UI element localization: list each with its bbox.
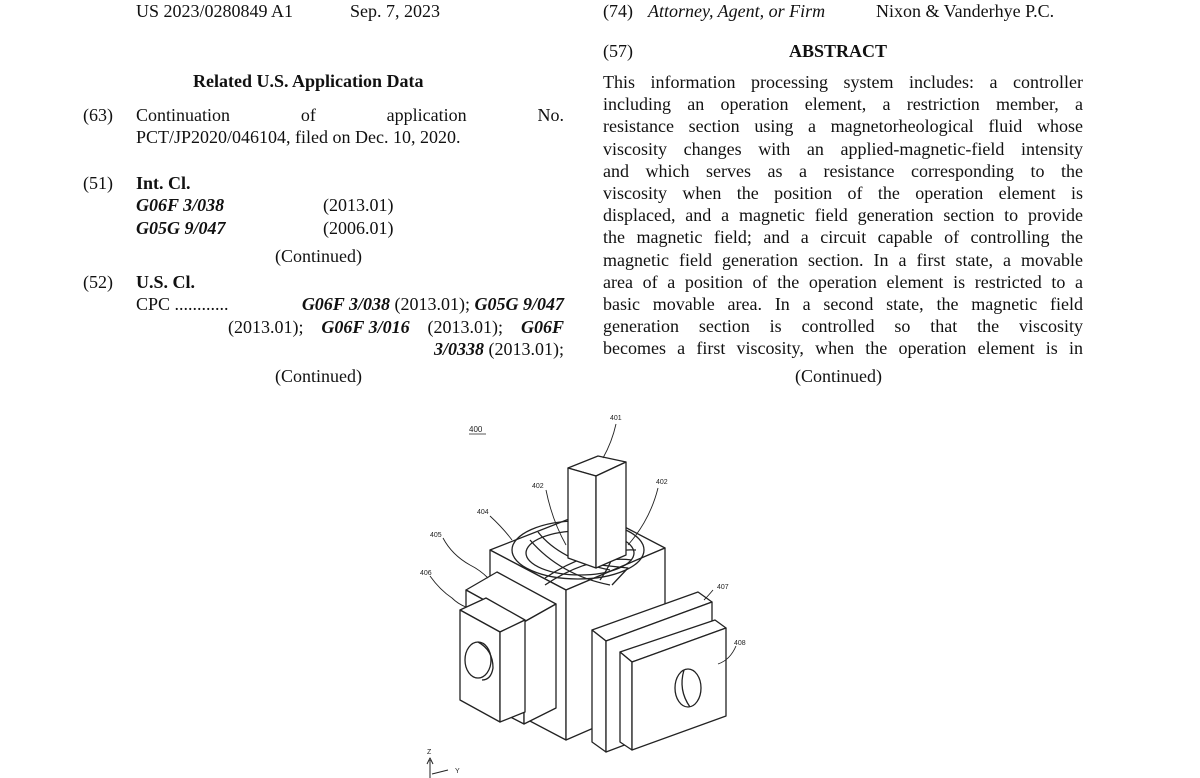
abstract-line: basic movable area. In a second state, the magnetic field: [603, 294, 1083, 315]
int-cl-year-1: (2013.01): [323, 195, 394, 215]
publication-date: Sep. 7, 2023: [350, 1, 440, 21]
abstract-line: including an operation element, a restriction member, a: [603, 94, 1083, 115]
continuation-word: of: [300, 105, 316, 125]
int-cl-continued: (Continued): [275, 246, 362, 266]
us-cl-code: (52): [83, 272, 113, 292]
operation-element: [568, 456, 626, 568]
abstract-body: [603, 71, 1083, 360]
cpc-line-2: [228, 316, 564, 338]
cpc-line-1: [136, 293, 564, 315]
cpc-year: (2013.01);: [427, 317, 504, 337]
related-data-heading: Related U.S. Application Data: [193, 71, 424, 91]
abstract-line: viscosity changes with an applied-magnetic-field intensity: [603, 138, 1083, 159]
patent-figure: [400, 405, 780, 778]
continuation-line2: PCT/JP2020/046104, filed on Dec. 10, 2020.: [136, 127, 461, 147]
continuation-word: Continuation: [136, 105, 230, 125]
continuation-code: (63): [83, 105, 113, 125]
abstract-line: resistance section using a magnetorheological fluid whose: [603, 116, 1083, 137]
cpc-year: (2013.01);: [228, 317, 304, 337]
abstract-line: and which serves as a resistance corresponding to the: [603, 160, 1083, 181]
leader-405: [443, 538, 488, 578]
ref-402a: 402: [532, 483, 544, 490]
attorney-value: Nixon & Vanderhye P.C.: [876, 1, 1055, 21]
attorney-code: (74): [603, 1, 633, 21]
abstract-line: becomes a first viscosity, when the operation element is in: [603, 338, 1083, 359]
cpc-code: 3/0338: [433, 339, 484, 359]
abstract-line: displaced, and a magnetic field generation section to provide: [603, 205, 1083, 226]
axis-y-label: Y: [455, 768, 460, 775]
cpc-label: CPC ............: [136, 294, 229, 314]
cpc-line-3: [434, 338, 564, 360]
ref-401: 401: [610, 415, 622, 422]
us-cl-heading: U.S. Cl.: [136, 272, 196, 292]
leader-406: [430, 576, 466, 607]
cpc-codes-1: [302, 293, 564, 315]
us-cl-continued: (Continued): [275, 366, 362, 386]
cpc-year: (2013.01);: [484, 339, 564, 359]
cpc-code: G06F: [520, 317, 564, 337]
abstract-continued: (Continued): [795, 366, 882, 386]
int-cl-code: (51): [83, 173, 113, 193]
cpc-code: G05G 9/047: [474, 294, 564, 314]
abstract-line: generation section is controlled so that the viscosity: [603, 316, 1083, 337]
abstract-code: (57): [603, 41, 633, 61]
cpc-year: (2013.01);: [390, 294, 475, 314]
int-cl-heading: Int. Cl.: [136, 173, 191, 193]
ref-402b: 402: [656, 479, 668, 486]
publication-number: US 2023/0280849 A1: [136, 1, 294, 21]
abstract-line: area of a position of the operation element is restricted to a: [603, 271, 1083, 292]
abstract-line: magnetic field generation section. In a first state, a movable: [603, 249, 1083, 270]
leader-404: [490, 516, 512, 540]
leader-407: [704, 590, 713, 600]
axis-z-label: Z: [427, 749, 432, 756]
continuation-line1: [136, 104, 564, 126]
int-cl-code-1: G06F 3/038: [136, 195, 225, 215]
cpc-code: G06F 3/038: [301, 294, 390, 314]
attorney-label: Attorney, Agent, or Firm: [648, 1, 826, 21]
ref-400: 400: [469, 425, 483, 434]
continuation-word: application: [386, 105, 467, 125]
abstract-line: the magnetic field; and a circuit capable of controlling the: [603, 227, 1083, 248]
ref-404: 404: [477, 509, 489, 516]
cpc-code: G06F 3/016: [321, 317, 410, 337]
ref-408: 408: [734, 640, 746, 647]
int-cl-year-2: (2006.01): [323, 218, 394, 238]
abstract-heading: ABSTRACT: [789, 41, 888, 61]
continuation-word: No.: [537, 105, 564, 125]
abstract-line: This information processing system includes: a controller: [603, 72, 1083, 92]
leader-401: [603, 424, 616, 458]
int-cl-code-2: G05G 9/047: [136, 218, 226, 238]
ref-405: 405: [430, 532, 442, 539]
abstract-line: viscosity when the position of the operation element is: [603, 183, 1083, 204]
ref-407: 407: [717, 584, 729, 591]
axis-indicator: [427, 749, 460, 778]
ref-406: 406: [420, 570, 432, 577]
